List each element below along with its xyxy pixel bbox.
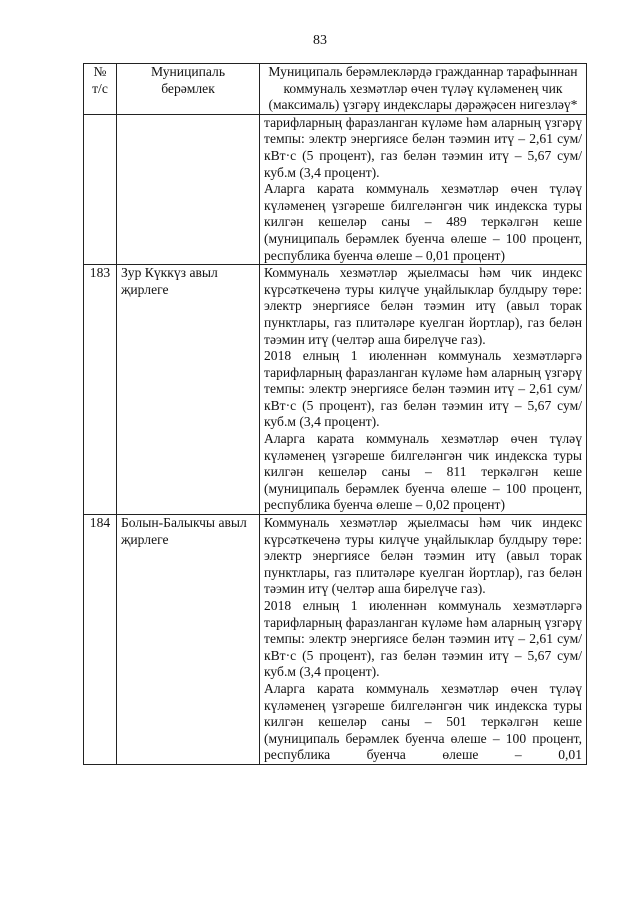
- basis-paragraph: 2018 елның 1 июленнән коммуналь хезмәтләргә тарифларның фаразланган күләме һәм аларның үзгәрү темпы: электр энергиясе белән тәэмин итү – 2,61 сум/кВт·с (5 процент), газ белән тәэмин итү – 5,67 сум/куб.м (3,4 процент).: [264, 348, 582, 430]
- cell-number: 183: [84, 265, 117, 515]
- basis-paragraph: Коммуналь хезмәтләр җыелмасы һәм чик индекс күрсәткеченә туры килүче уңайлыклар булдыру төре: электр энергиясе белән тәэмин итү (авыл торак пунктлары, газ плитәләре куелган йортлар), газ белән тәэмин итү (челтәр аша бирелүче газ).: [264, 265, 582, 347]
- basis-paragraph: 2018 елның 1 июленнән коммуналь хезмәтләргә тарифларның фаразланган күләме һәм аларның үзгәрү темпы: электр энергиясе белән тәэмин итү – 2,61 сум/кВт·с (5 процент), газ белән тәэмин итү – 5,67 сум/куб.м (3,4 процент).: [264, 598, 582, 680]
- cell-municipality-name: Болын-Балыкчы авыл җирлеге: [117, 515, 260, 765]
- header-municipality-line: Муниципаль: [150, 64, 226, 79]
- municipality-table: [83, 63, 587, 765]
- header-basis: Муниципаль берәмлекләрдә гражданнар тарафыннан коммуналь хезмәтләр өчен түләү күләменең чик (максималь) үзгәрү индекслары дәрәҗәсен нигезләү*: [260, 64, 587, 115]
- cell-name-empty: [117, 114, 260, 264]
- page-number: 83: [313, 33, 327, 48]
- header-municipality: [117, 64, 260, 115]
- header-number-line: №: [93, 64, 107, 79]
- cell-basis: [260, 515, 587, 765]
- table-row: [84, 265, 587, 515]
- table-row-continuation: [84, 114, 587, 264]
- cell-municipality-name: Зур Күккүз авыл җирлеге: [117, 265, 260, 515]
- basis-paragraph: Аларга карата коммуналь хезмәтләр өчен түләү күләменең үзгәреше билгеләнгән чик индекска туры килгән кешеләр саны – 489 теркәлгән кеше (муниципаль берәмлек буенча өлеше – 100 процент, республика буенча өлеше – 0,01 процент): [264, 181, 582, 263]
- header-number-line: т/с: [92, 80, 108, 96]
- cell-number: 184: [84, 515, 117, 765]
- table-row: [84, 515, 587, 765]
- header-number: [84, 64, 117, 115]
- basis-paragraph: Аларга карата коммуналь хезмәтләр өчен түләү күләменең үзгәреше билгеләнгән чик индекска туры килгән кешеләр саны – 811 теркәлгән кеше (муниципаль берәмлек буенча өлеше – 100 процент, республика буенча өлеше – 0,02 процент): [264, 431, 582, 513]
- basis-paragraph: Коммуналь хезмәтләр җыелмасы һәм чик индекс күрсәткеченә туры килүче уңайлыклар булдыру төре: электр энергиясе белән тәэмин итү (авыл торак пунктлары, газ плитәләре куелган йортлар), газ белән тәэмин итү (челтәр аша бирелүче газ).: [264, 515, 582, 597]
- table-header-row: [84, 64, 587, 115]
- basis-paragraph: Аларга карата коммуналь хезмәтләр өчен түләү күләменең үзгәреше билгеләнгән чик индекска туры килгән кешеләр саны – 501 теркәлгән кеше (муниципаль берәмлек буенча өлеше – 100 процент, республика буенча өлеше – 0,01: [264, 680, 582, 763]
- basis-paragraph: тарифларның фаразланган күләме һәм аларның үзгәрү темпы: электр энергиясе белән тәэмин итү – 2,61 сум/кВт·с (5 процент), газ белән тәэмин итү – 5,67 сум/куб.м (3,4 процент).: [264, 114, 582, 180]
- cell-number-empty: [84, 114, 117, 264]
- cell-basis: [260, 114, 587, 264]
- cell-basis: [260, 265, 587, 515]
- header-municipality-line: берәмлек: [161, 80, 215, 96]
